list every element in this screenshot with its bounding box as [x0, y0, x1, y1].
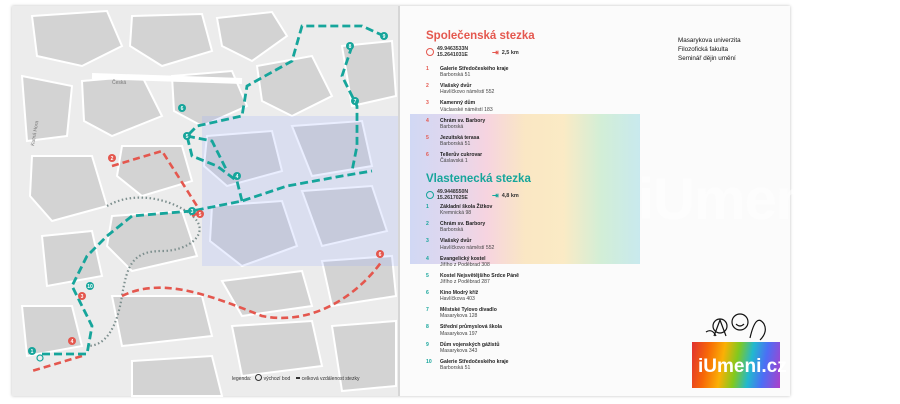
- stop-item: [426, 83, 576, 100]
- stop-address: Jiřího z Poděbrad 308: [440, 261, 490, 268]
- stop-name: Střední průmyslová škola: [440, 324, 502, 331]
- stop-number: 3: [426, 100, 429, 107]
- stop-address: Kremnická 98: [440, 210, 472, 217]
- svg-text:7: 7: [353, 99, 357, 105]
- stop-name: Kino Modrý kříž: [440, 289, 479, 296]
- route-title-social: Společenská stezka: [426, 30, 535, 42]
- stop-address: Barborská 51: [440, 364, 471, 371]
- svg-text:10: 10: [87, 284, 93, 290]
- stop-name: Galerie Středočeského kraje: [440, 66, 509, 72]
- stop-name: Městské Tylovo divadlo: [440, 307, 497, 314]
- stop-name: Jezuitská terasa: [440, 134, 480, 141]
- svg-text:1: 1: [30, 349, 34, 355]
- stop-number: 5: [426, 272, 429, 279]
- stop-list-social: [426, 66, 576, 169]
- stop-number: 8: [426, 324, 429, 331]
- location-pin-icon: [426, 191, 434, 199]
- dash-icon: [296, 377, 300, 379]
- stop-number: 4: [426, 117, 429, 124]
- stop-item: [426, 66, 576, 83]
- stop-name: Základní škola Žižkov: [440, 204, 493, 210]
- svg-text:6: 6: [180, 106, 184, 112]
- stop-number: 6: [426, 289, 429, 296]
- svg-text:4: 4: [70, 339, 74, 345]
- map-legend: [232, 374, 359, 382]
- stop-item: [426, 290, 576, 307]
- logo-drawing-icon: [692, 302, 780, 346]
- stop-item: [426, 204, 576, 221]
- stop-name: Evangelický kostel: [440, 255, 486, 262]
- route-distance-patriotic: ⇥ 4,8 km: [492, 191, 519, 200]
- stop-address: Barborská: [440, 227, 464, 234]
- stop-item: [426, 273, 576, 290]
- stop-address: Masarykova 128: [440, 313, 478, 320]
- stop-name: Vlašský dvůr: [440, 238, 472, 245]
- street-label-2: Kutná Hora: [30, 120, 41, 147]
- stop-number: 6: [426, 151, 429, 158]
- stop-item: [426, 359, 576, 376]
- stop-number: 3: [426, 238, 429, 245]
- stop-address: Jiřího z Poděbrad 287: [440, 278, 490, 285]
- stop-item: [426, 324, 576, 341]
- stop-item: [426, 100, 576, 117]
- stop-item: [426, 342, 576, 359]
- stop-address: Čáslavská 1: [440, 158, 468, 165]
- stop-item: [426, 152, 576, 169]
- svg-text:5: 5: [198, 212, 202, 218]
- stop-item: [426, 238, 576, 255]
- legend-start: výchozí bod: [263, 376, 291, 382]
- stop-name: Kostel Nejsvětějšího Srdce Páně: [440, 272, 519, 279]
- route-map: [12, 6, 398, 396]
- stop-number: 5: [426, 134, 429, 141]
- stop-number: 9: [426, 341, 429, 348]
- stop-item: [426, 135, 576, 152]
- stop-address: Václavské náměstí 183: [440, 106, 493, 113]
- svg-text:3: 3: [190, 209, 194, 215]
- stop-name: Dům vojenských gážistů: [440, 341, 500, 348]
- stop-address: Masarykova 197: [440, 330, 478, 337]
- stop-address: Barborská 51: [440, 72, 471, 79]
- institution-block: [678, 36, 741, 63]
- svg-text:3: 3: [80, 294, 84, 300]
- svg-text:4: 4: [235, 174, 239, 180]
- route-distance-social: ⇥ 2,5 km: [492, 48, 519, 57]
- stop-address: Barborská: [440, 123, 464, 130]
- svg-text:8: 8: [348, 44, 352, 50]
- svg-text:9: 9: [382, 34, 386, 40]
- stop-number: 2: [426, 221, 429, 228]
- svg-text:2: 2: [110, 156, 114, 162]
- stop-item: [426, 118, 576, 135]
- stop-item: [426, 307, 576, 324]
- stop-list-patriotic: [426, 204, 576, 376]
- stop-item: [426, 221, 576, 238]
- stop-address: Masarykova 343: [440, 347, 478, 354]
- stop-name: Chrám sv. Barbory: [440, 117, 486, 124]
- stop-number: 1: [426, 204, 429, 210]
- stop-item: [426, 256, 576, 273]
- stop-name: Tellerův cukrovar: [440, 151, 483, 158]
- map-graphic: [12, 6, 398, 396]
- route-coords-social: 49.9463533N 15.2641031E: [426, 46, 468, 59]
- route-title-patriotic: Vlastenecká stezka: [426, 173, 531, 185]
- stop-address: Barborská 51: [440, 140, 471, 147]
- institution-seminar: Seminář dějin umění: [678, 55, 736, 62]
- watermark-text: iUmeni.cz: [638, 167, 900, 232]
- stop-name: Galerie Středočeského kraje: [440, 358, 509, 365]
- start-point-icon: [255, 374, 262, 381]
- stop-number: 4: [426, 255, 429, 262]
- institution-faculty: Filozofická fakulta: [678, 46, 729, 53]
- stop-number: 2: [426, 83, 429, 90]
- street-label-1: Česká: [112, 80, 127, 86]
- distance-arrow-icon: ⇥: [492, 191, 499, 200]
- brochure-spread: [12, 6, 900, 396]
- logo-text: iUmeni.cz: [698, 356, 787, 377]
- legend-total: celková vzdálenost stezky: [301, 376, 360, 382]
- stop-address: Havlíčkovo náměstí 552: [440, 89, 495, 96]
- iumeni-logo: [692, 302, 787, 392]
- route-info-panel: [400, 6, 900, 396]
- route-coords-patriotic: 49.9448550N 15.2617025E: [426, 189, 468, 202]
- stop-name: Chrám sv. Barbory: [440, 221, 486, 228]
- location-pin-icon: [426, 48, 434, 56]
- stop-name: Vlašský dvůr: [440, 83, 472, 90]
- stop-number: 10: [426, 358, 432, 365]
- svg-text:5: 5: [185, 134, 189, 140]
- stop-number: 7: [426, 307, 429, 314]
- stop-name: Kamenný dům: [440, 100, 476, 107]
- stop-number: 1: [426, 66, 429, 72]
- stop-address: Havlíčkovo náměstí 552: [440, 244, 495, 251]
- institution-university: Masarykova univerzita: [678, 37, 741, 44]
- stop-address: Havlíčkova 403: [440, 296, 475, 303]
- svg-text:6: 6: [378, 252, 382, 258]
- legend-label: legenda:: [232, 376, 252, 382]
- start-point: [37, 355, 43, 361]
- distance-arrow-icon: ⇥: [492, 48, 499, 57]
